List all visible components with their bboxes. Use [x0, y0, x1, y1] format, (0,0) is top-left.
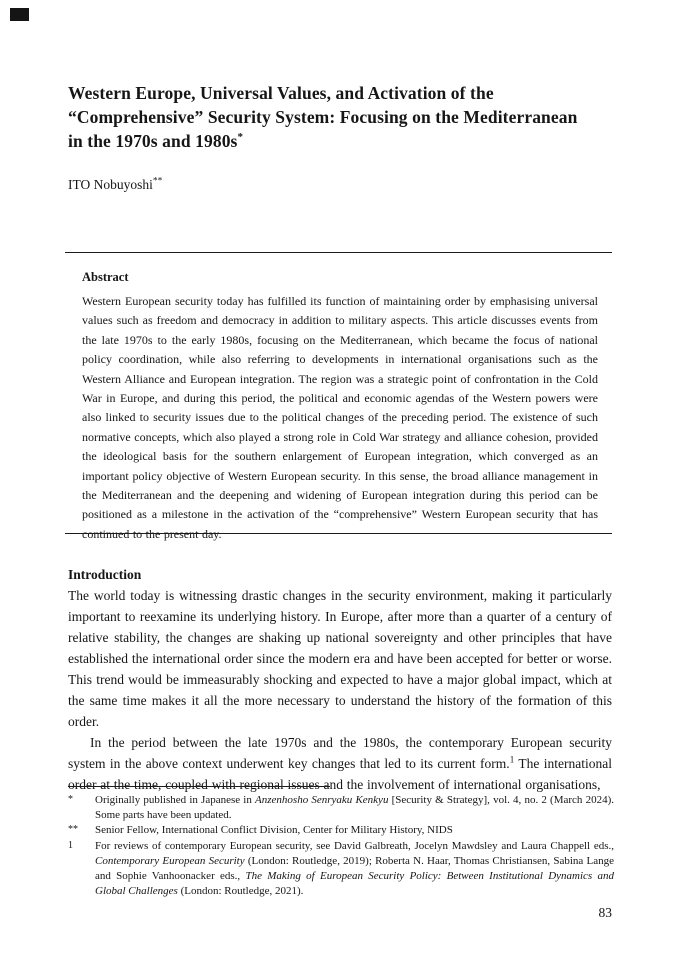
page-number: 83 — [598, 905, 612, 920]
scan-corner-mark — [10, 8, 29, 21]
introduction-heading: Introduction — [68, 567, 142, 582]
title-line-2: “Comprehensive” Security System: Focusing on the Mediterranean — [68, 107, 578, 127]
title-line-3: in the 1970s and 1980s* — [68, 131, 244, 151]
title-footnote-marker: * — [237, 131, 244, 144]
title-line-1: Western Europe, Universal Values, and Activation of the — [68, 83, 494, 103]
footnotes-section — [68, 793, 614, 899]
author-footnote-marker: ** — [152, 176, 163, 187]
abstract-section — [68, 269, 612, 544]
introduction-paragraph-2: In the period between the late 1970s and the 1980s, the contemporary European security system in the above context underwent key changes that led to its current form.$^1$ The international order at the time, coupled with regional issues and the involvement of international organisations, — [68, 735, 612, 792]
footnote-text: For reviews of contemporary European security, see David Galbreath, Jocelyn Mawdsley and Laura Chappell eds., Contemporary European Security (London: Routledge, 2019); Roberta N. Haar, Thomas Christiansen, Sabina Lange and Sophie Vanhoonacker eds., The Making of European Security Policy: Between Institutional Dynamics and Global Challenges (London: Routledge, 2021). — [95, 839, 614, 898]
footnote-marker: 1 — [68, 839, 73, 851]
footnote-item — [68, 793, 614, 823]
footnote-item — [68, 823, 614, 838]
abstract-heading: Abstract — [82, 270, 129, 284]
footnote-text: Originally published in Japanese in Anzenhosho Senryaku Kenkyu [Security & Strategy], vol. 4, no. 2 (March 2024). Some parts have been updated. — [95, 794, 614, 822]
footnote-item — [68, 839, 614, 900]
introduction-section — [68, 564, 612, 795]
footnote-marker: ** — [68, 824, 78, 836]
author-name: ITO Nobuyoshi** — [68, 176, 163, 192]
footnote-separator — [68, 786, 330, 787]
footnote-marker: * — [68, 794, 73, 805]
paper-title — [68, 81, 620, 153]
abstract-text: Western European security today has fulfilled its function of maintaining order by emphasising universal values such as freedom and democracy in addition to military aspects. This article discusses events from the late 1970s to the early 1980s, focusing on the Mediterranean, which became the focus of national policy coordination, while also referring to developments in international organisations such as the Western Alliance and European integration. The region was a strategic point of confrontation in the Cold War in Europe, and during this period, the political and economic agendas of the Western powers were also linked to security issues due to the political changes of the preceding period. The existence of such normative concepts, which also played a strong role in Cold War strategy and alliance cohesion, provided the ideological basis for the southern enlargement of European integration, which converged as an important policy objective of Western European security. In this sense, the broad alliance management in the Mediterranean and the deepening and widening of European integration during this period can be positioned as a milestone in the activation of the “comprehensive” Western European security that has continued to the present day. — [82, 294, 598, 541]
footnote-text: Senior Fellow, International Conflict Division, Center for Military History, NIDS — [95, 824, 453, 837]
abstract-rule-bottom — [65, 533, 612, 534]
footnote-ref-1: 1 — [509, 754, 515, 765]
abstract-rule-top — [65, 252, 612, 253]
introduction-paragraph-1: The world today is witnessing drastic changes in the security environment, making it particularly important to reexamine its underlying history. In Europe, after more than a quarter of a century of relative stability, the changes are shaking up national sovereignty and other principles that have established the international order since the modern era and have been accepted for better or worse. This trend would be immeasurably shocking and expected to have a major global impact, which at the same time makes it all the more necessary to understand the history of the formation of this order. — [68, 588, 612, 729]
